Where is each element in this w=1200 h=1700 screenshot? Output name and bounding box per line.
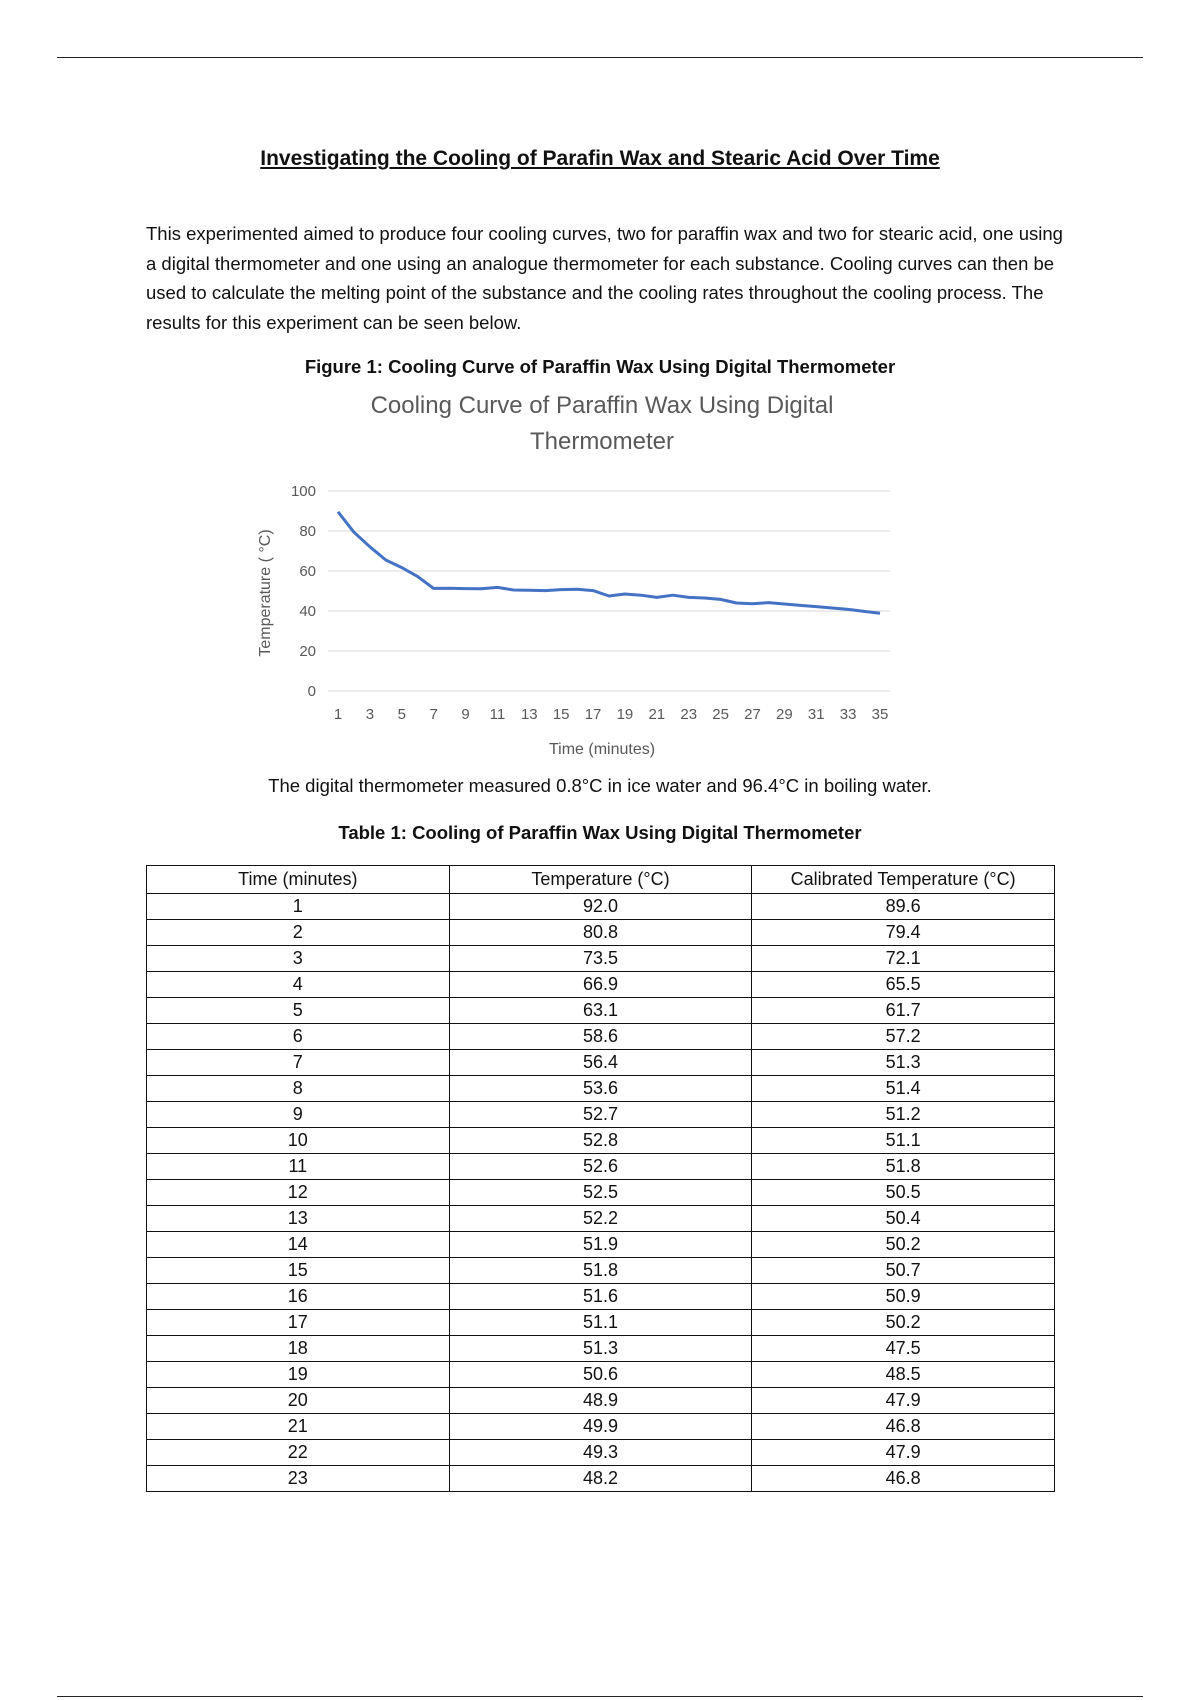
table-row [147,1128,1055,1154]
y-tick-label: 100 [290,483,316,500]
table-row [147,1466,1055,1492]
calibrated-temperature-cell: 51.2 [752,1102,1055,1128]
x-tick-label: 15 [552,706,570,723]
table-row [147,1050,1055,1076]
table-caption: Table 1: Cooling of Paraffin Wax Using Digital Thermometer [338,822,862,843]
calibrated-temperature-cell: 46.8 [752,1466,1055,1492]
table-row [147,972,1055,998]
temperature-cell: 52.8 [449,1128,752,1154]
x-tick-label: 3 [365,706,375,723]
chart-title: Thermometer [529,428,675,455]
x-tick-label: 23 [680,706,698,723]
time-cell: 8 [147,1076,450,1102]
table-header-row [147,866,1055,894]
time-cell: 10 [147,1128,450,1154]
table-row [147,1388,1055,1414]
temperature-cell: 52.7 [449,1102,752,1128]
table-row [147,1258,1055,1284]
x-axis-label: Time (minutes) [548,741,656,758]
temperature-cell: 51.1 [449,1310,752,1336]
temperature-cell: 53.6 [449,1076,752,1102]
time-cell: 9 [147,1102,450,1128]
figure-caption: Figure 1: Cooling Curve of Paraffin Wax Using Digital Thermometer [304,356,896,377]
x-tick-label: 5 [397,706,406,723]
calibrated-temperature-cell: 51.1 [752,1128,1055,1154]
header-time: Time (minutes) [147,866,450,894]
document-title: Investigating the Cooling of Parafin Wax and Stearic Acid Over Time [260,147,940,170]
table-row [147,920,1055,946]
y-tick-label: 80 [299,523,316,540]
calibrated-temperature-cell: 50.2 [752,1232,1055,1258]
chart-title: Cooling Curve of Paraffin Wax Using Digital [370,392,834,419]
temperature-cell: 48.9 [449,1388,752,1414]
time-cell: 1 [147,894,450,920]
time-cell: 20 [147,1388,450,1414]
header-rule [57,57,1143,58]
x-tick-label: 11 [489,706,506,723]
x-tick-label: 25 [712,706,729,723]
temperature-cell: 50.6 [449,1362,752,1388]
calibrated-temperature-cell: 50.5 [752,1180,1055,1206]
time-cell: 13 [147,1206,450,1232]
header-temperature: Temperature (°C) [449,866,752,894]
calibrated-temperature-cell: 57.2 [752,1024,1055,1050]
calibrated-temperature-cell: 61.7 [752,998,1055,1024]
x-tick-label: 27 [744,706,761,723]
calibrated-temperature-cell: 50.2 [752,1310,1055,1336]
table-row [147,1336,1055,1362]
x-tick-label: 17 [584,706,602,723]
table-row [147,1362,1055,1388]
calibrated-temperature-cell: 72.1 [752,946,1055,972]
x-tick-label: 33 [839,706,857,723]
temperature-cell: 51.9 [449,1232,752,1258]
calibration-note: The digital thermometer measured 0.8°C in ice water and 96.4°C in boiling water. [268,775,932,796]
table-row [147,1440,1055,1466]
temperature-cell: 52.5 [449,1180,752,1206]
temperature-cell: 92.0 [449,894,752,920]
temperature-cell: 80.8 [449,920,752,946]
temperature-cell: 58.6 [449,1024,752,1050]
x-tick-label: 9 [461,706,470,723]
temperature-cell: 73.5 [449,946,752,972]
table-row [147,1154,1055,1180]
table-row [147,1076,1055,1102]
x-tick-label: 19 [616,706,634,723]
time-cell: 4 [147,972,450,998]
table-row [147,1232,1055,1258]
time-cell: 11 [147,1154,450,1180]
time-cell: 23 [147,1466,450,1492]
cooling-curve-chart [240,390,960,760]
temperature-cell: 49.3 [449,1440,752,1466]
x-tick-label: 7 [429,706,438,723]
table-row [147,1414,1055,1440]
x-tick-label: 29 [776,706,793,723]
time-cell: 3 [147,946,450,972]
temperature-cell: 49.9 [449,1414,752,1440]
time-cell: 5 [147,998,450,1024]
calibrated-temperature-cell: 50.7 [752,1258,1055,1284]
table-row [147,894,1055,920]
header-calibrated-temperature: Calibrated Temperature (°C) [752,866,1055,894]
x-tick-label: 35 [871,706,889,723]
table-row [147,1206,1055,1232]
time-cell: 19 [147,1362,450,1388]
calibrated-temperature-cell: 51.8 [752,1154,1055,1180]
temperature-cell: 56.4 [449,1050,752,1076]
table-row [147,1102,1055,1128]
table-row [147,1310,1055,1336]
temperature-cell: 52.2 [449,1206,752,1232]
temperature-cell: 52.6 [449,1154,752,1180]
x-tick-label: 21 [648,706,666,723]
time-cell: 22 [147,1440,450,1466]
y-tick-label: 20 [299,643,316,660]
table-row [147,1024,1055,1050]
x-tick-label: 13 [520,706,538,723]
calibrated-temperature-cell: 65.5 [752,972,1055,998]
table-row [147,946,1055,972]
calibrated-temperature-cell: 79.4 [752,920,1055,946]
time-cell: 6 [147,1024,450,1050]
temperature-cell: 51.3 [449,1336,752,1362]
time-cell: 21 [147,1414,450,1440]
time-cell: 16 [147,1284,450,1310]
calibrated-temperature-cell: 50.9 [752,1284,1055,1310]
calibrated-temperature-cell: 48.5 [752,1362,1055,1388]
table-row [147,1180,1055,1206]
time-cell: 7 [147,1050,450,1076]
temperature-cell: 51.6 [449,1284,752,1310]
cooling-data-table [146,865,1055,1492]
calibrated-temperature-cell: 50.4 [752,1206,1055,1232]
time-cell: 12 [147,1180,450,1206]
y-tick-label: 40 [299,603,316,620]
footer-rule [57,1696,1143,1697]
calibrated-temperature-cell: 51.4 [752,1076,1055,1102]
time-cell: 15 [147,1258,450,1284]
temperature-cell: 51.8 [449,1258,752,1284]
temperature-cell: 66.9 [449,972,752,998]
temperature-cell: 63.1 [449,998,752,1024]
time-cell: 18 [147,1336,450,1362]
calibrated-temperature-cell: 47.9 [752,1440,1055,1466]
calibrated-temperature-cell: 47.5 [752,1336,1055,1362]
calibrated-temperature-cell: 89.6 [752,894,1055,920]
calibrated-temperature-cell: 47.9 [752,1388,1055,1414]
time-cell: 17 [147,1310,450,1336]
table-row [147,1284,1055,1310]
x-tick-label: 1 [333,706,343,723]
x-tick-label: 31 [807,706,825,723]
calibrated-temperature-cell: 51.3 [752,1050,1055,1076]
time-cell: 14 [147,1232,450,1258]
table-row [147,998,1055,1024]
calibrated-temperature-cell: 46.8 [752,1414,1055,1440]
intro-paragraph: This experimented aimed to produce four cooling curves, two for paraffin wax and two for stearic acid, one using a digital thermometer and one using an analogue thermometer for each substance. Cooling curves can then be used to calculate the melting point of the substance and the cooling rates throughout the cooling process. The results for this experiment can be seen below. [146,223,1063,333]
y-axis-label: Temperature ( °C) [257,529,274,657]
time-cell: 2 [147,920,450,946]
temperature-cell: 48.2 [449,1466,752,1492]
y-tick-label: 0 [307,683,316,700]
table-body [147,894,1055,1492]
y-tick-label: 60 [299,563,316,580]
